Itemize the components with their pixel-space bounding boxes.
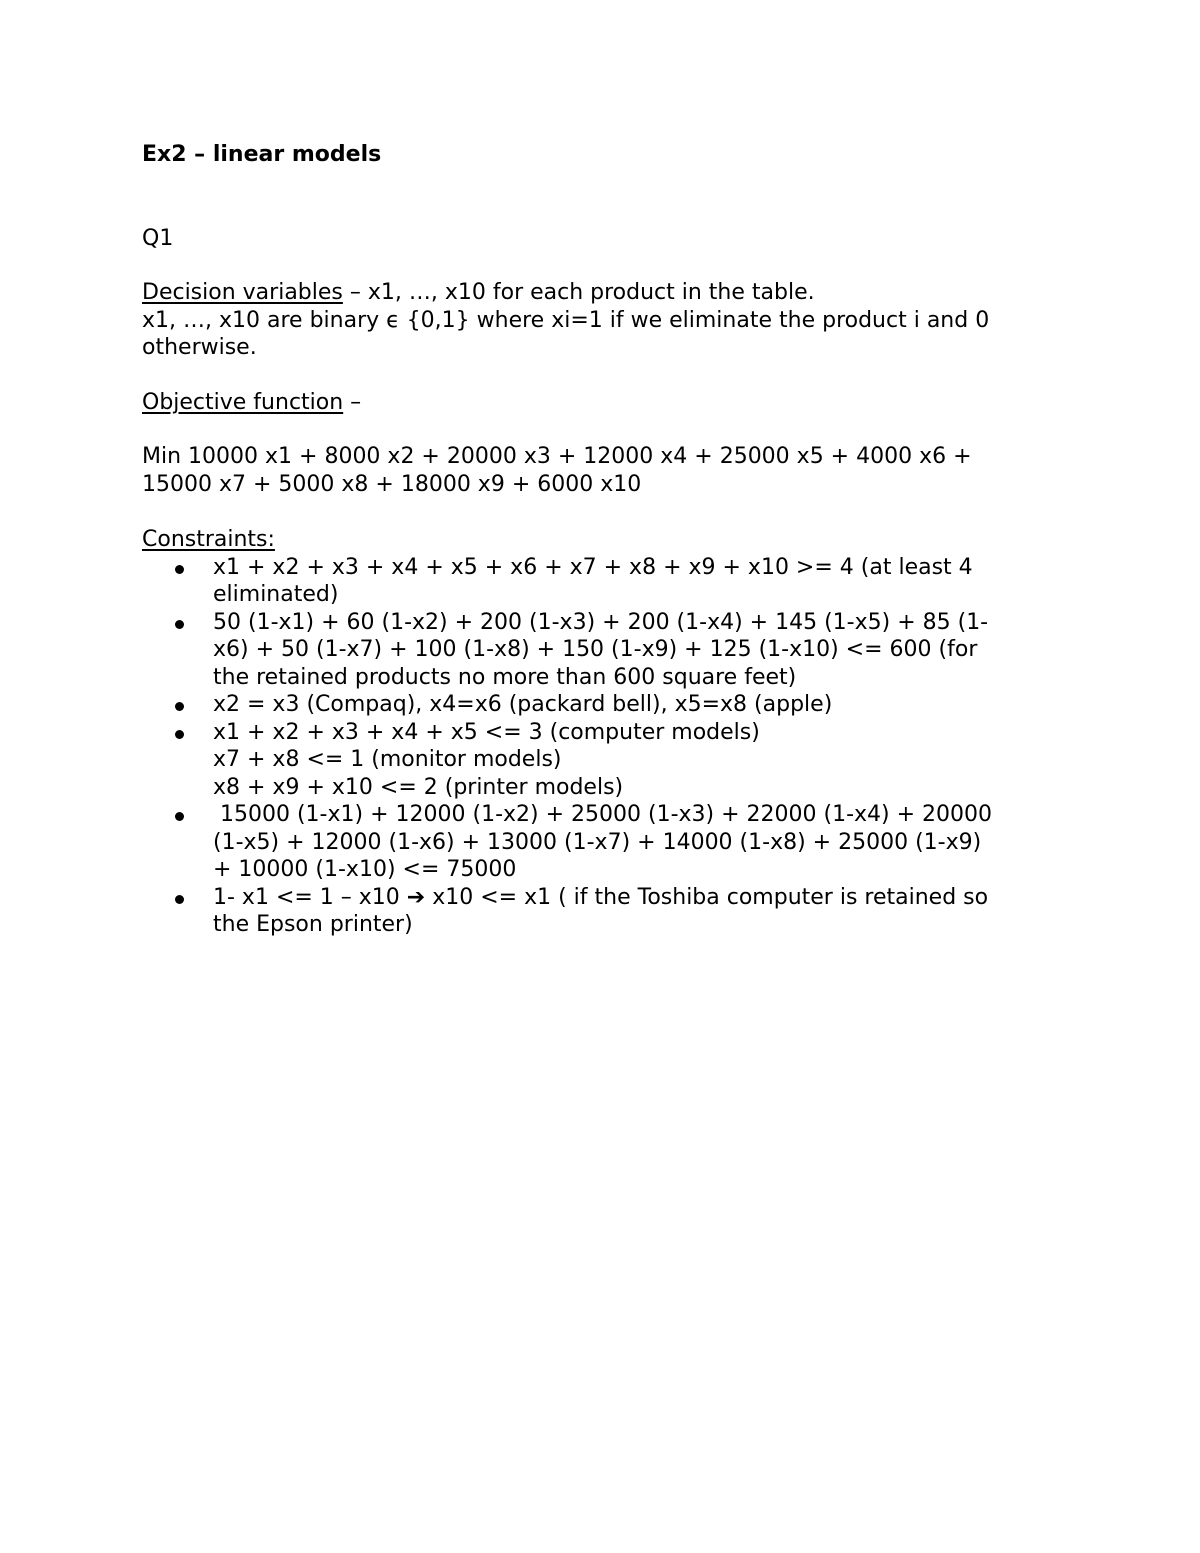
constraint-line: x6) + 50 (1-x7) + 100 (1-x8) + 150 (1-x9) + 125 (1-x10) <= 600 (for — [213, 637, 978, 662]
arrow-right-icon: ➔ — [406, 884, 426, 910]
objective-function-dash: – — [343, 390, 362, 415]
bullet-icon — [175, 565, 184, 574]
bullet-icon — [175, 730, 184, 739]
bullet-icon — [175, 812, 184, 821]
decision-variables-text: – x1, …, x10 for each product in the table. — [342, 280, 815, 305]
decision-variables-section — [142, 279, 1062, 362]
constraint-text: 1- x1 <= 1 – x10 — [213, 884, 407, 910]
decision-variables-line-2: x1, …, x10 are binary ϵ {0,1} where xi=1 if we eliminate the product i and 0 — [142, 307, 990, 333]
constraint-item-1 — [142, 554, 1062, 609]
decision-variables-heading: Decision variables — [142, 280, 343, 305]
constraint-line: the Epson printer) — [213, 912, 413, 937]
constraint-line: (1-x5) + 12000 (1-x6) + 13000 (1-x7) + 14000 (1-x8) + 25000 (1-x9) — [213, 829, 982, 855]
constraint-line — [213, 884, 1062, 912]
constraint-item-5 — [142, 801, 1062, 884]
constraint-item-3 — [142, 691, 1062, 719]
constraint-line: x2 = x3 (Compaq), x4=x6 (packard bell), x5=x8 (apple) — [213, 692, 833, 717]
document-title: Ex2 – linear models — [142, 142, 382, 167]
constraint-line: x1 + x2 + x3 + x4 + x5 <= 3 (computer models) — [213, 719, 760, 745]
constraint-line: + 10000 (1-x10) <= 75000 — [213, 857, 517, 882]
bullet-icon — [175, 620, 184, 629]
question-label: Q1 — [142, 226, 174, 251]
decision-variables-line-1 — [142, 279, 1062, 307]
decision-variables-line-3: otherwise. — [142, 335, 257, 360]
objective-function-heading-line — [142, 389, 1062, 417]
constraint-line: x1 + x2 + x3 + x4 + x5 + x6 + x7 + x8 + x9 + x10 >= 4 (at least 4 — [213, 554, 973, 580]
constraint-line: the retained products no more than 600 square feet) — [213, 664, 797, 690]
constraint-line: eliminated) — [213, 582, 339, 607]
constraint-line: x8 + x9 + x10 <= 2 (printer models) — [213, 774, 624, 800]
objective-line-1: Min 10000 x1 + 8000 x2 + 20000 x3 + 12000 x4 + 25000 x5 + 4000 x6 + — [142, 444, 972, 469]
objective-function-heading: Objective function — [142, 390, 344, 415]
objective-line-2: 15000 x7 + 5000 x8 + 18000 x9 + 6000 x10 — [142, 471, 642, 497]
constraint-line: 15000 (1-x1) + 12000 (1-x2) + 25000 (1-x3) + 22000 (1-x4) + 20000 — [213, 802, 993, 827]
bullet-icon — [175, 895, 184, 904]
constraints-heading: Constraints: — [142, 527, 275, 552]
bullet-icon — [175, 702, 184, 711]
constraints-list — [142, 554, 1062, 939]
constraint-item-4 — [142, 719, 1062, 802]
constraint-line: 50 (1-x1) + 60 (1-x2) + 200 (1-x3) + 200 (1-x4) + 145 (1-x5) + 85 (1- — [213, 609, 989, 635]
constraints-section — [142, 526, 1062, 939]
objective-function-section — [142, 389, 1062, 417]
constraint-item-6 — [142, 884, 1062, 939]
constraint-item-2 — [142, 609, 1062, 692]
objective-function-expression — [142, 443, 1062, 498]
constraint-text: x10 <= x1 ( if the Toshiba computer is retained so — [425, 884, 989, 910]
constraint-line: x7 + x8 <= 1 (monitor models) — [213, 747, 562, 772]
